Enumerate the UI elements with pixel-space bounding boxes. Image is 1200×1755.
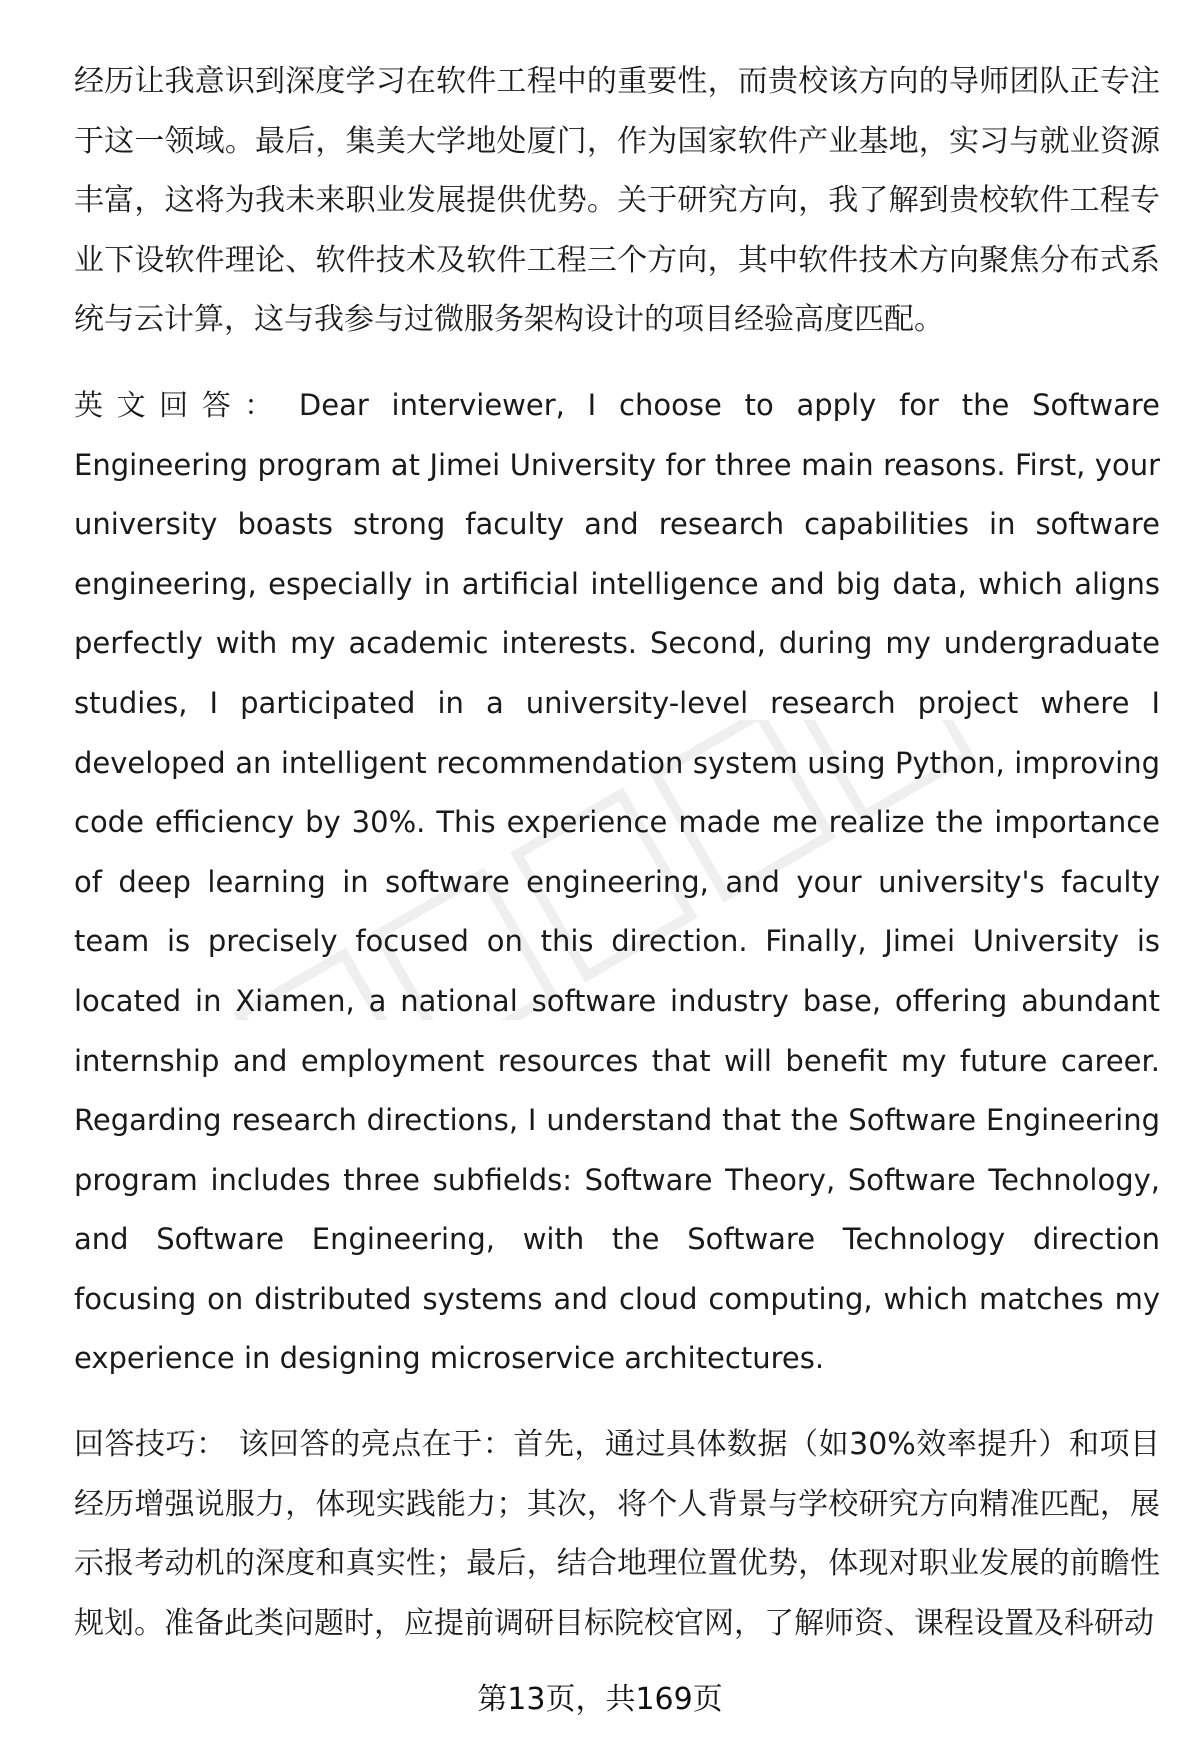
paragraph-english-answer [74,376,1160,1389]
answer-tips-label: 回答技巧： [74,1427,227,1463]
english-answer-label: 英文回答： [74,387,287,422]
english-answer-text: Dear interviewer, I choose to apply for the Software Engineering program at Jimei University for three main reasons. First, your university boasts strong faculty and research capabilities in software engineering, especially in artificial intelligence and big data, which aligns perfectly with my academic interests. Second, during my undergraduate studies, I participated in a university-level research project where I developed an intelligent recommendation system using Python, improving code efficiency by 30%. This experience made me realize the importance of deep learning in software engineering, and your university's faculty team is precisely focused on this direction. Finally, Jimei University is located in Xiamen, a national software industry base, offering abundant internship and employment resources that will benefit my future career. Regarding research directions, I understand that the Software Engineering program includes three subfields: Software Theory, Software Technology, and Software Engineering, with the Software Technology direction focusing on distributed systems and cloud computing, which matches my experience in designing microservice architectures. [74,387,1160,1376]
document-body [74,52,1160,1679]
paragraph-answer-tips [74,1415,1160,1653]
answer-tips-text: 该回答的亮点在于：首先，通过具体数据（如30%效率提升）和项目经历增强说服力，体现实践能力；其次，将个人背景与学校研究方向精准匹配，展示报考动机的深度和真实性；最后，结合地理位置优势，体现对职业发展的前瞻性规划。准备此类问题时，应提前调研目标院校官网，了解师资、课程设置及科研动 [74,1427,1160,1641]
paragraph-chinese-continuation: 经历让我意识到深度学习在软件工程中的重要性，而贵校该方向的导师团队正专注于这一领域。最后，集美大学地处厦门，作为国家软件产业基地，实习与就业资源丰富，这将为我未来职业发展提供优势。关于研究方向，我了解到贵校软件工程专业下设软件理论、软件技术及软件工程三个方向，其中软件技术方向聚焦分布式系统与云计算，这与我参与过微服务架构设计的项目经验高度匹配。 [74,64,1160,338]
page-number: 第13页，共169页 [477,1682,723,1717]
